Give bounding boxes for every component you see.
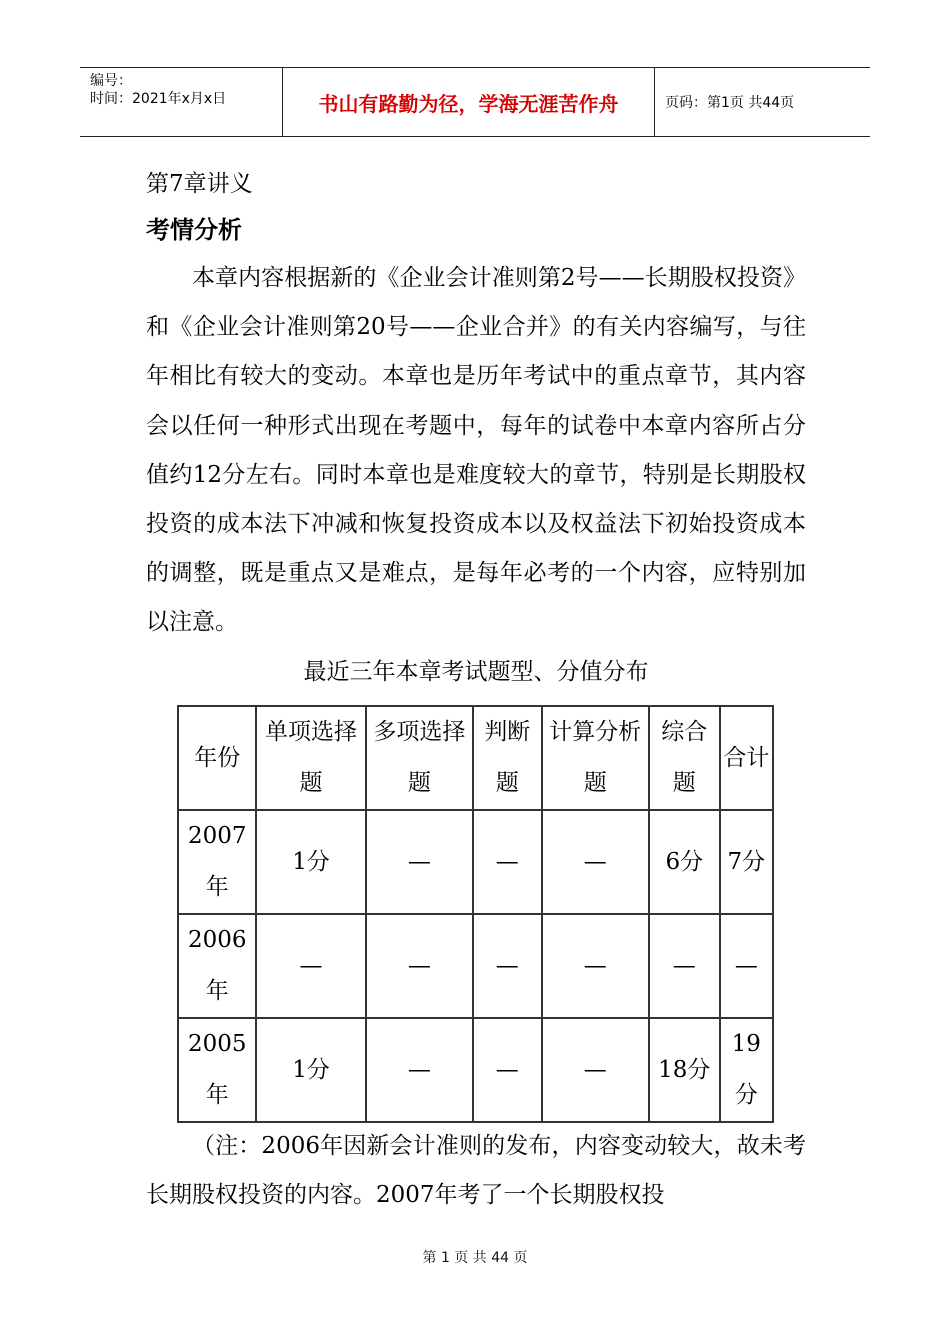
table-cell: 19分: [720, 1018, 773, 1122]
table-cell: —: [473, 810, 542, 914]
table-cell: —: [542, 810, 649, 914]
header-meta: [80, 68, 282, 136]
document-header: [80, 67, 870, 137]
table-header-row: [178, 706, 773, 810]
table-cell: 1分: [256, 810, 365, 914]
intro-paragraph: 本章内容根据新的《企业会计准则第2号——长期股权投资》和《企业会计准则第20号——企业合并》的有关内容编写，与往年相比有较大的变动。本章也是历年考试中的重点章节，其内容会以任何一种形式出现在考题中，每年的试卷中本章内容所占分值约12分左右。同时本章也是难度较大的章节，特别是长期股权投资的成本法下冲减和恢复投资成本以及权益法下初始投资成本的调整，既是重点又是难点，是每年必考的一个内容，应特别加以注意。: [146, 265, 806, 636]
table-cell: 2006年: [178, 914, 256, 1018]
table-cell: 7分: [720, 810, 773, 914]
page-footer: 第 1 页 共 44 页: [422, 1250, 528, 1266]
table-cell: —: [366, 914, 473, 1018]
header-page-info: 页码：第1页 共44页: [665, 95, 795, 111]
table-row: [178, 810, 773, 914]
note-paragraph: （注：2006年因新会计准则的发布，内容变动较大，故未考长期股权投资的内容。2007年考了一个长期股权投: [146, 1133, 806, 1209]
table-cell: —: [473, 914, 542, 1018]
section-title: 考情分析: [146, 216, 242, 244]
page-body: [146, 162, 806, 697]
table-cell: —: [542, 914, 649, 1018]
table-cell: —: [366, 810, 473, 914]
table-cell: 6分: [649, 810, 720, 914]
score-distribution-table: [177, 705, 774, 1123]
table-cell: —: [649, 914, 720, 1018]
table-cell: 18分: [649, 1018, 720, 1122]
header-cell: 判断题: [473, 706, 542, 810]
header-cell: 单项选择题: [256, 706, 365, 810]
table-row: [178, 1018, 773, 1122]
header-cell: 综合题: [649, 706, 720, 810]
table-cell: —: [256, 914, 365, 1018]
header-motto: 书山有路勤为径，学海无涯苦作舟: [282, 68, 655, 136]
table-cell: —: [366, 1018, 473, 1122]
table-cell: —: [473, 1018, 542, 1122]
header-cell: 合计: [720, 706, 773, 810]
header-cell: 计算分析题: [542, 706, 649, 810]
chapter-title: 第7章讲义: [146, 171, 253, 197]
table-row: [178, 914, 773, 1018]
number-label: 编号：: [90, 73, 132, 89]
table-cell: —: [542, 1018, 649, 1122]
header-cell: 年份: [178, 706, 256, 810]
table-caption: 最近三年本章考试题型、分值分布: [303, 658, 649, 685]
time-label: 时间：2021年x月x日: [90, 91, 227, 107]
table-cell: 2005年: [178, 1018, 256, 1122]
table-cell: —: [720, 914, 773, 1018]
table-cell: 2007年: [178, 810, 256, 914]
header-cell: 多项选择题: [366, 706, 473, 810]
table-cell: 1分: [256, 1018, 365, 1122]
note-section: [146, 1122, 806, 1220]
